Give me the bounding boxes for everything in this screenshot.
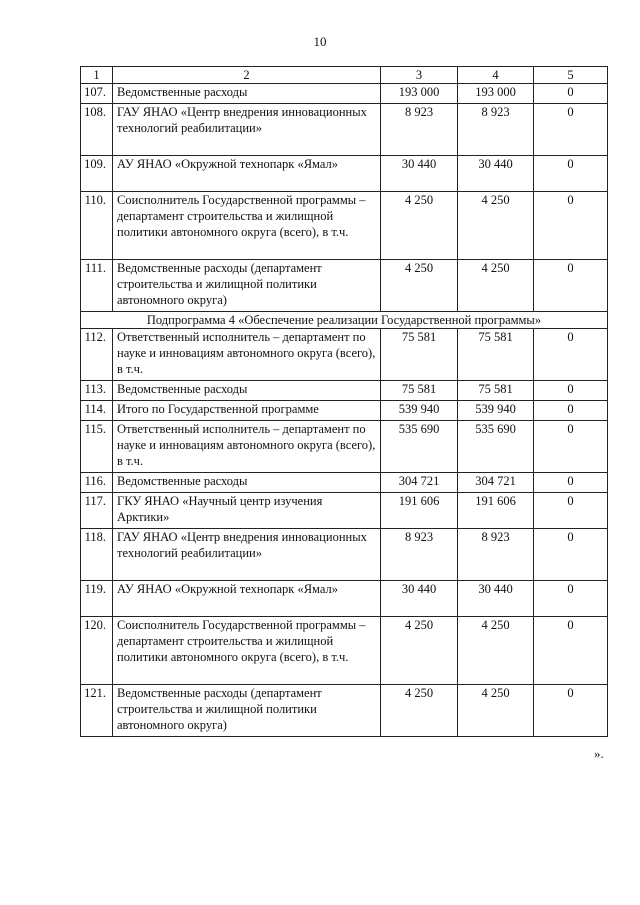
table-row bbox=[81, 192, 608, 260]
table-row bbox=[81, 156, 608, 192]
row-value-col3: 30 440 bbox=[381, 156, 458, 192]
table-row bbox=[81, 685, 608, 737]
row-value-col3: 4 250 bbox=[381, 260, 458, 312]
row-value-col5: 0 bbox=[534, 581, 608, 617]
closing-quote-mark: ». bbox=[594, 746, 604, 761]
row-number: 111. bbox=[81, 260, 113, 312]
table-row bbox=[81, 401, 608, 421]
row-number: 121. bbox=[81, 685, 113, 737]
header-cell-4: 4 bbox=[458, 67, 534, 84]
row-value-col5: 0 bbox=[534, 493, 608, 529]
subprogram-heading-row bbox=[81, 312, 608, 329]
row-description: Итого по Государственной программе bbox=[113, 401, 381, 421]
row-value-col5: 0 bbox=[534, 329, 608, 381]
row-value-col4: 4 250 bbox=[458, 685, 534, 737]
table-row bbox=[81, 329, 608, 381]
row-number: 112. bbox=[81, 329, 113, 381]
row-value-col5: 0 bbox=[534, 617, 608, 685]
row-number: 116. bbox=[81, 473, 113, 493]
table-row bbox=[81, 421, 608, 473]
row-value-col3: 193 000 bbox=[381, 84, 458, 104]
row-value-col3: 75 581 bbox=[381, 329, 458, 381]
row-value-col5: 0 bbox=[534, 104, 608, 156]
table-row bbox=[81, 529, 608, 581]
row-value-col3: 191 606 bbox=[381, 493, 458, 529]
row-value-col3: 8 923 bbox=[381, 529, 458, 581]
header-cell-2: 2 bbox=[113, 67, 381, 84]
row-description: Ведомственные расходы bbox=[113, 84, 381, 104]
row-value-col3: 304 721 bbox=[381, 473, 458, 493]
row-value-col4: 193 000 bbox=[458, 84, 534, 104]
row-description: ГКУ ЯНАО «Научный центр изучения Арктики» bbox=[113, 493, 381, 529]
row-value-col3: 539 940 bbox=[381, 401, 458, 421]
row-value-col4: 75 581 bbox=[458, 381, 534, 401]
table-row bbox=[81, 473, 608, 493]
row-value-col5: 0 bbox=[534, 685, 608, 737]
row-number: 115. bbox=[81, 421, 113, 473]
row-value-col5: 0 bbox=[534, 473, 608, 493]
row-value-col5: 0 bbox=[534, 381, 608, 401]
row-number: 118. bbox=[81, 529, 113, 581]
row-number: 114. bbox=[81, 401, 113, 421]
budget-table bbox=[80, 66, 608, 737]
row-number: 117. bbox=[81, 493, 113, 529]
row-value-col4: 304 721 bbox=[458, 473, 534, 493]
table-row bbox=[81, 104, 608, 156]
row-description: Ведомственные расходы (департамент строительства и жилищной политики автономного округа) bbox=[113, 260, 381, 312]
row-value-col4: 8 923 bbox=[458, 529, 534, 581]
row-value-col3: 535 690 bbox=[381, 421, 458, 473]
row-value-col4: 8 923 bbox=[458, 104, 534, 156]
row-description: Ведомственные расходы bbox=[113, 473, 381, 493]
row-value-col4: 30 440 bbox=[458, 156, 534, 192]
row-value-col4: 4 250 bbox=[458, 617, 534, 685]
table-row bbox=[81, 493, 608, 529]
row-value-col5: 0 bbox=[534, 156, 608, 192]
row-value-col3: 75 581 bbox=[381, 381, 458, 401]
page-number: 10 bbox=[313, 34, 327, 49]
row-description: Ведомственные расходы bbox=[113, 381, 381, 401]
row-number: 108. bbox=[81, 104, 113, 156]
header-cell-5: 5 bbox=[534, 67, 608, 84]
row-value-col3: 4 250 bbox=[381, 685, 458, 737]
row-description: ГАУ ЯНАО «Центр внедрения инновационных технологий реабилитации» bbox=[113, 104, 381, 156]
table-row bbox=[81, 381, 608, 401]
row-description: АУ ЯНАО «Окружной технопарк «Ямал» bbox=[113, 156, 381, 192]
row-description: Ответственный исполнитель – департамент по науке и инновациям автономного округа (всего), в т.ч. bbox=[113, 421, 381, 473]
row-description: ГАУ ЯНАО «Центр внедрения инновационных технологий реабилитации» bbox=[113, 529, 381, 581]
row-value-col5: 0 bbox=[534, 84, 608, 104]
header-cell-3: 3 bbox=[381, 67, 458, 84]
row-value-col4: 75 581 bbox=[458, 329, 534, 381]
row-number: 110. bbox=[81, 192, 113, 260]
table-row bbox=[81, 260, 608, 312]
row-value-col3: 4 250 bbox=[381, 617, 458, 685]
table-row bbox=[81, 84, 608, 104]
row-value-col4: 4 250 bbox=[458, 260, 534, 312]
row-value-col5: 0 bbox=[534, 260, 608, 312]
row-number: 119. bbox=[81, 581, 113, 617]
row-value-col4: 539 940 bbox=[458, 401, 534, 421]
subprogram-heading: Подпрограмма 4 «Обеспечение реализации Государственной программы» bbox=[81, 312, 608, 329]
table-header-row bbox=[81, 67, 608, 84]
row-value-col4: 4 250 bbox=[458, 192, 534, 260]
table-row bbox=[81, 617, 608, 685]
row-number: 107. bbox=[81, 84, 113, 104]
row-value-col5: 0 bbox=[534, 529, 608, 581]
row-value-col4: 30 440 bbox=[458, 581, 534, 617]
table-row bbox=[81, 581, 608, 617]
row-value-col5: 0 bbox=[534, 192, 608, 260]
row-number: 113. bbox=[81, 381, 113, 401]
row-value-col3: 8 923 bbox=[381, 104, 458, 156]
row-value-col4: 535 690 bbox=[458, 421, 534, 473]
budget-table-body bbox=[81, 67, 608, 737]
row-value-col5: 0 bbox=[534, 401, 608, 421]
row-number: 120. bbox=[81, 617, 113, 685]
row-description: Соисполнитель Государственной программы – департамент строительства и жилищной политики автономного округа (всего), в т.ч. bbox=[113, 617, 381, 685]
row-number: 109. bbox=[81, 156, 113, 192]
row-description: Ответственный исполнитель – департамент по науке и инновациям автономного округа (всего), в т.ч. bbox=[113, 329, 381, 381]
row-value-col5: 0 bbox=[534, 421, 608, 473]
header-cell-1: 1 bbox=[81, 67, 113, 84]
row-value-col3: 30 440 bbox=[381, 581, 458, 617]
row-description: Соисполнитель Государственной программы – департамент строительства и жилищной политики автономного округа (всего), в т.ч. bbox=[113, 192, 381, 260]
row-value-col3: 4 250 bbox=[381, 192, 458, 260]
row-description: АУ ЯНАО «Окружной технопарк «Ямал» bbox=[113, 581, 381, 617]
row-value-col4: 191 606 bbox=[458, 493, 534, 529]
row-description: Ведомственные расходы (департамент строительства и жилищной политики автономного округа) bbox=[113, 685, 381, 737]
